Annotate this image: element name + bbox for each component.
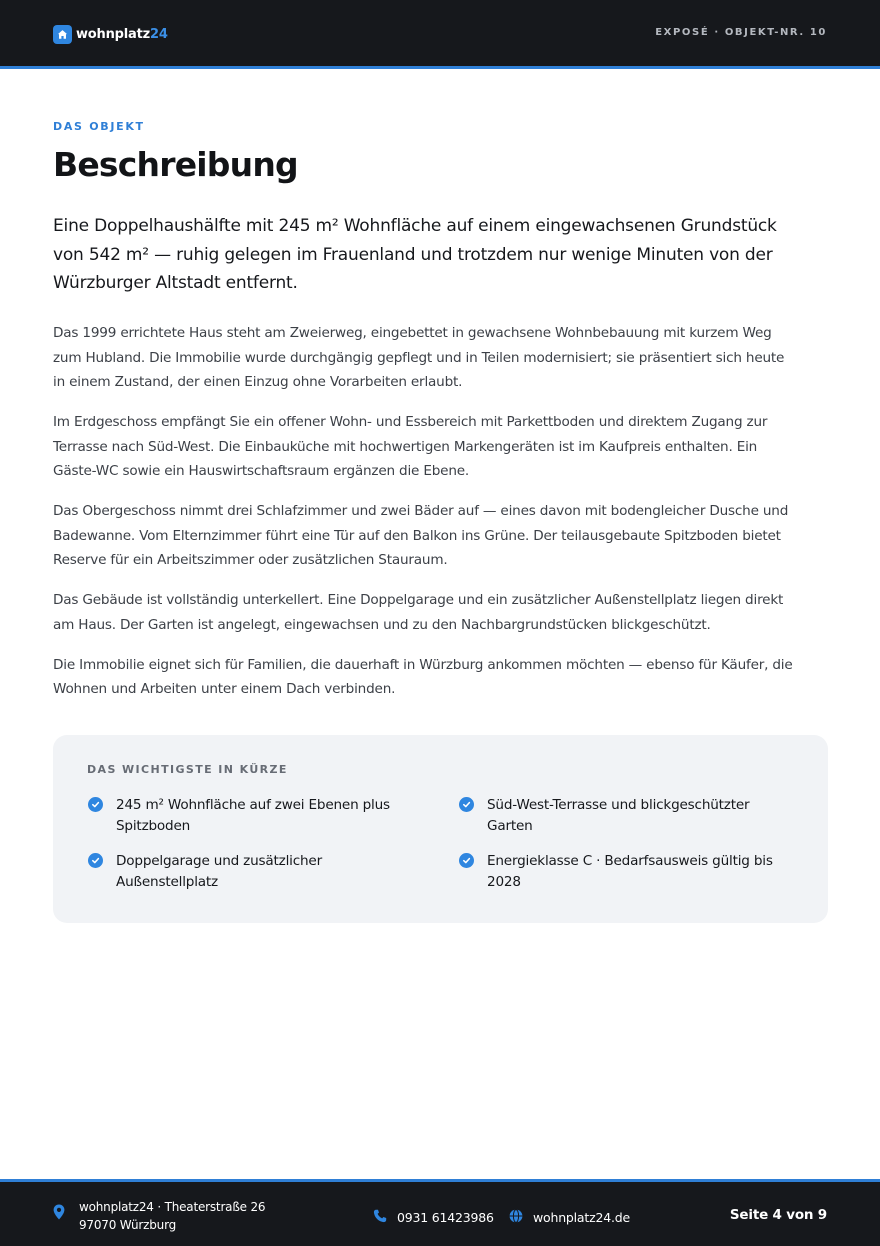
- check-circle-icon: [88, 853, 103, 868]
- footer-bar: [0, 1179, 880, 1246]
- check-circle-icon: [459, 797, 474, 812]
- check-circle-icon: [459, 853, 474, 868]
- website-link: wohnplatz24.de: [533, 1210, 630, 1225]
- header-bar: [0, 0, 880, 69]
- body-paragraph: Das Gebäude ist vollständig unterkellert. Eine Doppelgarage und ein zusätzlicher Außenstellplatz liegen direkt am Haus. Der Garten ist angelegt, eingewachsen und zu den Nachbargrundstücken blickgeschützt.: [53, 592, 784, 633]
- body-paragraph: Das 1999 errichtete Haus steht am Zweierweg, eingebettet in gewachsene Wohnbebauung mit kurzem Weg zum Hubland. Die Immobilie wurde durchgängig gepflegt und in Teilen modernisiert; sie präsentiert sich heute in einem Zustand, der einen Einzug ohne Vorarbeiten erlaubt.: [53, 325, 785, 390]
- key-fact-text: 245 m² Wohnfläche auf zwei Ebenen plus Spitzboden: [116, 797, 390, 834]
- home-icon: [53, 25, 72, 44]
- address-line-1: wohnplatz24 · Theaterstraße 26: [79, 1200, 266, 1214]
- page-number: Seite 4 von 9: [729, 1207, 827, 1223]
- phone-number: 0931 61423986: [397, 1210, 494, 1225]
- footer-address: [53, 1198, 265, 1234]
- check-circle-icon: [88, 797, 103, 812]
- phone-icon: [373, 1208, 387, 1227]
- expose-object-number: EXPOSÉ · OBJEKT-NR. 10: [655, 27, 827, 38]
- lead-paragraph: Eine Doppelhaushälfte mit 245 m² Wohnfläche auf einem eingewachsenen Grundstück von 542 m² — ruhig gelegen im Frauenland und trotzdem nur wenige Minuten von der Würzburger Altstadt entfernt.: [53, 216, 777, 293]
- footer-phone[interactable]: [373, 1208, 494, 1227]
- body-paragraph: Die Immobilie eignet sich für Familien, die dauerhaft in Würzburg ankommen möchten — ebenso für Käufer, die Wohnen und Arbeiten unter einem Dach verbinden.: [53, 656, 793, 697]
- body-paragraph: Im Erdgeschoss empfängt Sie ein offener Wohn- und Essbereich mit Parkettboden und direktem Zugang zur Terrasse nach Süd-West. Die Einbauküche mit hochwertigen Markengeräten ist im Kaufpreis enthalten. Ein Gäste-WC sowie ein Hauswirtschaftsraum ergänzen die Ebene.: [53, 414, 768, 479]
- brand-suffix: 24: [149, 27, 168, 42]
- key-fact-text: Süd-West-Terrasse und blickgeschützter Garten: [487, 797, 750, 834]
- brand-logo[interactable]: [53, 25, 168, 44]
- address-line-2: 97070 Würzburg: [79, 1218, 177, 1232]
- key-fact-text: Energieklasse C · Bedarfsausweis gültig bis 2028: [487, 853, 773, 890]
- location-pin-icon: [53, 1204, 65, 1234]
- footer-website[interactable]: [509, 1208, 630, 1227]
- page-title: Beschreibung: [53, 145, 298, 184]
- key-fact-text: Doppelgarage und zusätzlicher Außenstellplatz: [116, 853, 322, 890]
- key-facts-panel: [53, 735, 828, 923]
- key-fact-item: [88, 795, 408, 836]
- key-fact-item: [459, 851, 779, 892]
- section-kicker: DAS OBJEKT: [53, 120, 145, 133]
- key-facts-heading: DAS WICHTIGSTE IN KÜRZE: [87, 763, 288, 776]
- key-fact-item: [459, 795, 779, 836]
- body-paragraph: Das Obergeschoss nimmt drei Schlafzimmer und zwei Bäder auf — eines davon mit bodengleicher Dusche und Badewanne. Vom Elternzimmer führt eine Tür auf den Balkon ins Grüne. Der teilausgebaute Spitzboden bietet Reserve für ein Arbeitszimmer oder zusätzlichen Stauraum.: [53, 503, 789, 568]
- brand-name: wohnplatz24: [76, 27, 168, 42]
- globe-icon: [509, 1208, 523, 1227]
- key-fact-item: [88, 851, 408, 892]
- description-body: [53, 321, 793, 717]
